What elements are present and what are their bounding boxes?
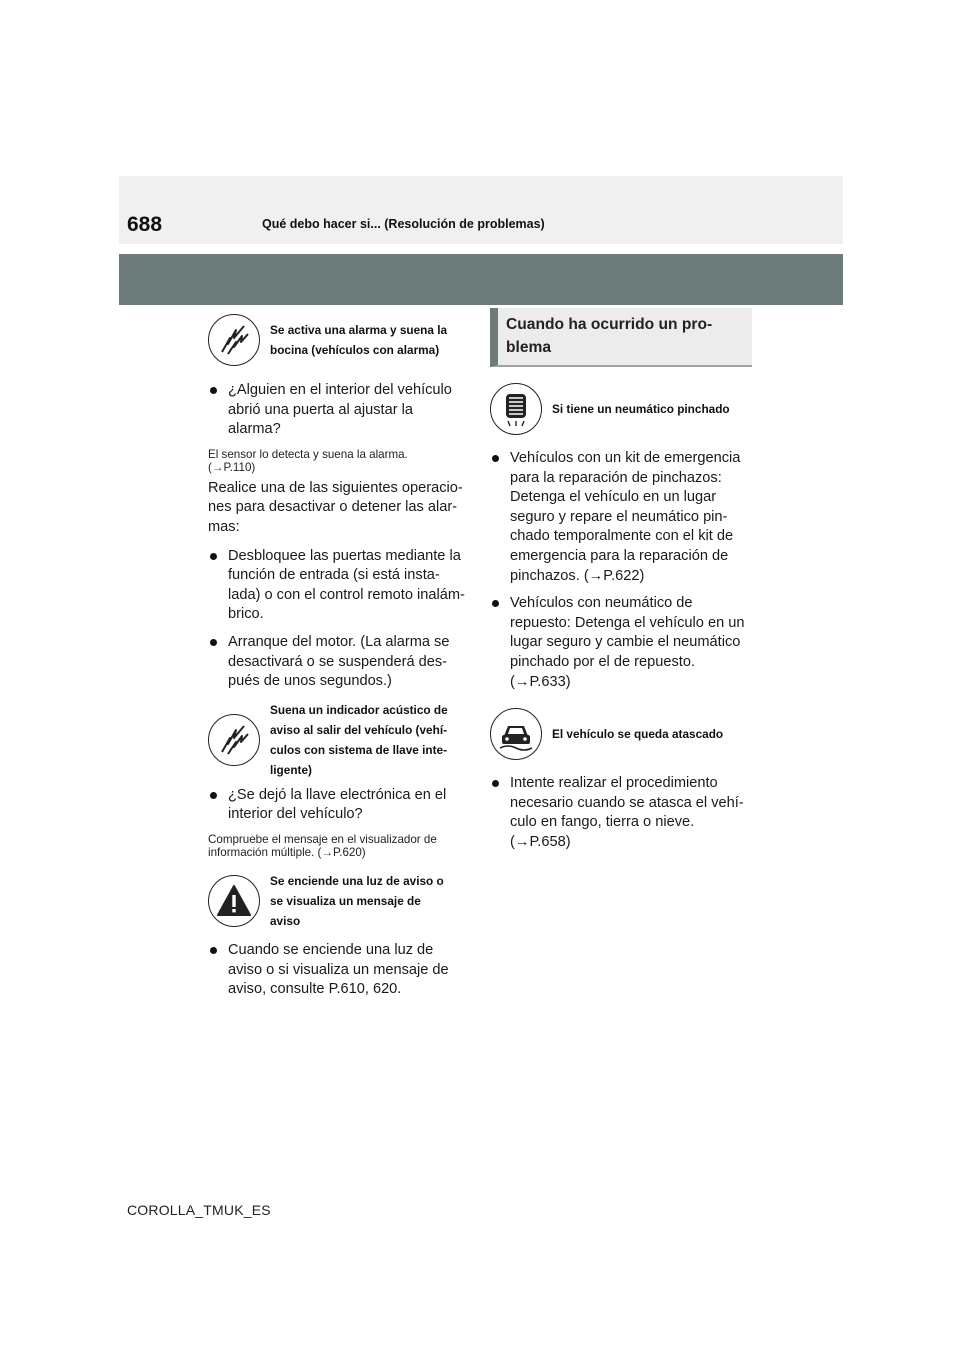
text-line: lada) o con el control remoto inalám-: [228, 586, 465, 603]
bullet-dot: [210, 639, 217, 646]
text-line: ¿Se dejó la llave electrónica en el: [228, 786, 447, 803]
text-line: Compruebe el mensaje en el visualizador de: [208, 832, 437, 846]
buzzer-subheading-line: aviso al salir del vehículo (vehí-: [270, 722, 448, 737]
list-item: [490, 774, 752, 852]
text-line: Vehículos con neumático de: [510, 595, 693, 612]
text-line: alarma?: [228, 421, 281, 438]
list-item: [490, 594, 752, 692]
text-line: Vehículos con un kit de emergencia: [510, 450, 741, 466]
warning-subheading-line: se visualiza un mensaje de: [270, 893, 421, 908]
text-line: brico.: [228, 606, 264, 623]
text-line: aviso, consulte P.610, 620.: [228, 981, 402, 998]
alarm-subheading-line: bocina (vehículos con alarma): [270, 343, 440, 357]
text-line: pués de unos segundos.): [228, 673, 392, 690]
text-line: función de entrada (si está insta-: [228, 567, 440, 584]
document-code: COROLLA_TMUK_ES: [127, 1202, 271, 1218]
list-item: [208, 381, 470, 440]
text-line: Detenga el vehículo en un lugar: [510, 489, 717, 506]
buzzer-subheading-line: Suena un indicador acústico de: [270, 702, 448, 717]
text-line: El sensor lo detecta y suena la alarma.: [208, 447, 408, 461]
section-band: [119, 254, 843, 305]
text-line: ¿Alguien en el interior del vehículo: [228, 382, 452, 398]
alarm-note: [208, 448, 470, 474]
buzzer-note: [208, 833, 470, 859]
text-line: aviso o si visualiza un mensaje de: [228, 961, 449, 978]
text-line: lugar seguro y cambie el neumático: [510, 634, 741, 651]
tire-subheading: [490, 383, 752, 435]
right-column: [490, 308, 752, 853]
bullet-dot: [210, 553, 217, 560]
bullet-dot: [210, 387, 217, 394]
text-line: Realice una de las siguientes operacio-: [208, 479, 463, 496]
text-line: Arranque del motor. (La alarma se: [228, 633, 450, 650]
stuck-car-icon: [490, 708, 542, 760]
list-item: [208, 633, 470, 692]
text-line: repuesto: Detenga el vehículo en un: [510, 614, 745, 631]
text-line: necesario cuando se atasca el vehí-: [510, 794, 744, 811]
text-line: para la reparación de pinchazos:: [510, 469, 722, 486]
list-item: [208, 547, 470, 625]
text-line: (→P.110): [208, 460, 256, 474]
warning-subheading: [208, 871, 470, 931]
stuck-subheading: [490, 708, 752, 760]
warning-triangle-icon: [208, 875, 260, 927]
list-item: [490, 449, 752, 586]
section-heading: [490, 308, 752, 367]
text-line: chado temporalmente con el kit de: [510, 528, 734, 545]
text-line: pinchado por el de repuesto.: [510, 653, 695, 670]
header-band: [119, 176, 843, 244]
bullet-dot: [210, 792, 217, 799]
text-line: culo en fango, tierra o nieve.: [510, 814, 695, 831]
alarm-subheading: [208, 314, 470, 366]
bullet-dot: [492, 600, 499, 607]
bullet-dot: [210, 947, 217, 954]
text-line: abrió una puerta al ajustar la: [228, 401, 413, 418]
alarm-lightning-icon: [208, 314, 260, 366]
warning-subheading-line: aviso: [270, 913, 301, 928]
text-line: Desbloquee las puertas mediante la: [228, 547, 461, 564]
buzzer-subheading: [208, 700, 470, 780]
buzzer-subheading-line: culos con sistema de llave inte-: [270, 742, 448, 757]
buzzer-lightning-icon: [208, 714, 260, 766]
text-line: nes para desactivar o detener las alar-: [208, 499, 458, 516]
text-line: seguro y repare el neumático pin-: [510, 508, 728, 525]
warning-subheading-line: Se enciende una luz de aviso o: [270, 873, 444, 888]
running-title: Qué debo hacer si... (Resolución de problemas): [262, 217, 545, 231]
buzzer-subheading-line: ligente): [270, 762, 312, 777]
tire-subheading-line: Si tiene un neumático pinchado: [552, 402, 730, 416]
text-line: pinchazos. (→P.622): [510, 567, 645, 584]
section-heading-line: Cuando ha ocurrido un pro-: [506, 316, 713, 333]
text-line: interior del vehículo?: [228, 806, 363, 823]
stuck-subheading-line: El vehículo se queda atascado: [552, 727, 724, 742]
alarm-paragraph: [208, 479, 470, 538]
text-line: Cuando se enciende una luz de: [228, 941, 434, 958]
list-item: [208, 941, 470, 1000]
text-line: Intente realizar el procedimiento: [510, 775, 718, 792]
text-line: desactivará o se suspenderá des-: [228, 653, 448, 670]
text-line: (→P.658): [510, 833, 571, 850]
list-item: [208, 786, 470, 825]
page-number: 688: [127, 213, 163, 236]
alarm-subheading-line: Se activa una alarma y suena la: [270, 323, 448, 337]
left-column: [208, 308, 470, 1000]
section-heading-line: blema: [506, 339, 552, 356]
text-line: (→P.633): [510, 673, 571, 690]
text-line: emergencia para la reparación de: [510, 547, 729, 564]
text-line: información múltiple. (→P.620): [208, 845, 366, 859]
bullet-dot: [492, 455, 499, 462]
flat-tire-icon: [490, 383, 542, 435]
text-line: mas:: [208, 518, 240, 535]
bullet-dot: [492, 780, 499, 787]
